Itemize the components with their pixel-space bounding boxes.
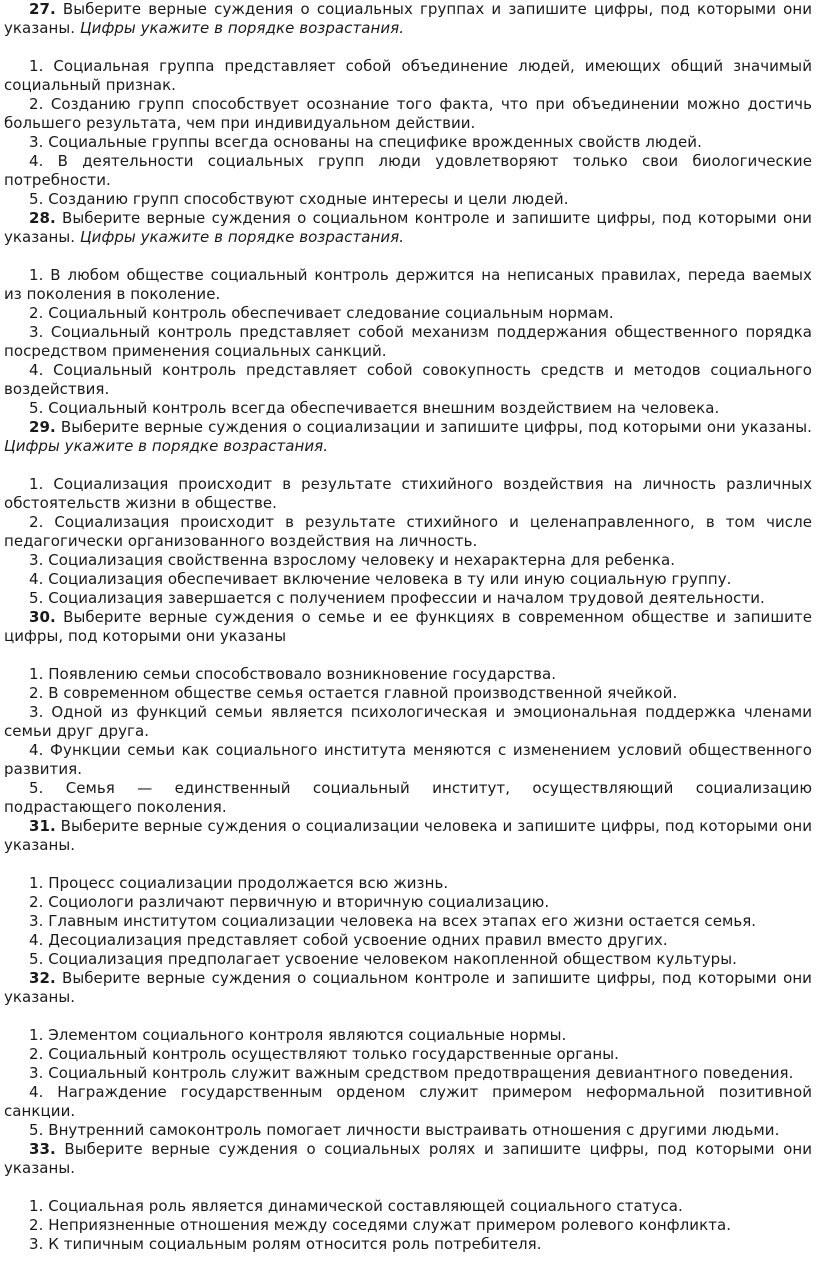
question-number: 32. [29,969,56,987]
question-note: Цифры укажите в порядке возрастания. [4,437,329,455]
question-prompt: Выберите верные суждения о социальных группах и запишите цифры, под которыми они указаны. [4,0,813,37]
answer-option: 1. Появлению семьи способствовало возникновение государства. [29,665,557,683]
answer-option: 4. Десоциализация представляет собой усвоение одних правил вместо других. [29,931,668,949]
answer-option: 1. Процесс социализации продолжается всю жизнь. [29,874,449,892]
question-header [4,817,812,855]
question-number: 33. [29,1140,56,1158]
answer-option: 3. Социализация свойственна взрослому человеку и нехарактерна для ребенка. [29,551,676,569]
answer-option: 5. Семья — единственный социальный институт, осуществляющий социализацию подрастающего поколения. [4,779,812,816]
answer-option: 5. Внутренний самоконтроль помогает личности выстраивать отношения с другими людьми. [29,1121,780,1139]
answer-option: 4. Социальный контроль представляет собой совокупность средств и методов социального воздействия. [4,361,812,398]
question-number: 30. [29,608,56,626]
answer-option: 2. Социализация происходит в результате стихийного и целенаправленного, в том числе педагогически организованного воздействия на личность. [4,513,812,550]
answer-option: 1. Социальная роль является динамической составляющей социального статуса. [29,1197,683,1215]
answer-option: 3. Социальный контроль служит важным средством предотвращения девиантного поведения. [29,1064,794,1082]
question-header [4,969,812,1007]
question-note: Цифры укажите в порядке возрастания. [79,19,405,37]
answer-option: 1. Социализация происходит в результате стихийного воздействия на личность различных обстоятельств жизни в обществе. [4,475,812,512]
answer-option: 2. Социологи различают первичную и вторичную социализацию. [29,893,550,911]
question-prompt: Выберите верные суждения о социальных ролях и запишите цифры, под которыми они указаны. [4,1140,812,1177]
question-number: 27. [29,0,56,18]
question-number: 28. [29,209,56,227]
question-prompt: Выберите верные суждения о социализации и запишите цифры, под которыми они указаны. [60,418,812,436]
question-prompt: Выберите верные суждения о социальном контроле и запишите цифры, под которыми они указаны. [4,209,812,246]
answer-option: 4. В деятельности социальных групп люди удовлетворяют только свои биологические потребности. [4,152,812,189]
question-32 [4,969,812,1140]
answer-option: 4. Награждение государственным орденом служит примером неформальной позитивной санкции. [4,1083,812,1120]
answer-option: 3. Социальный контроль представляет собой механизм поддержания общественного порядка посредством применения социальных санкций. [4,323,812,360]
question-31 [4,817,812,969]
answer-option: 5. Созданию групп способствуют сходные интересы и цели людей. [29,190,569,208]
question-header [4,608,812,646]
question-number: 29. [29,418,56,436]
question-prompt: Выберите верные суждения о социальном контроле и запишите цифры, под которыми они указаны. [4,969,812,1006]
question-header [4,418,812,456]
answer-option: 5. Социализация завершается с получением профессии и началом трудовой деятельности. [29,589,765,607]
question-header [4,209,812,247]
answer-option: 3. Одной из функций семьи является психологическая и эмоциональная поддержка членами семьи друг друга. [4,703,812,740]
question-prompt: Выберите верные суждения о социализации человека и запишите цифры, под которыми они указаны. [4,817,812,854]
question-29 [4,418,812,608]
question-28 [4,209,812,418]
answer-option: 2. Созданию групп способствует осознание того факта, что при объединении можно достичь большего результата, чем при индивидуальном действии. [4,95,812,132]
question-30 [4,608,812,817]
answer-option: 2. Социальный контроль осуществляют только государственные органы. [29,1045,619,1063]
question-note: Цифры укажите в порядке возрастания. [79,228,405,246]
question-27 [4,0,812,209]
answer-option: 5. Социальный контроль всегда обеспечивается внешним воздействием на человека. [29,399,720,417]
answer-option: 2. В современном обществе семья остается главной производственной ячейкой. [29,684,678,702]
answer-option: 5. Социализация предполагает усвоение человеком накопленной обществом культуры. [29,950,737,968]
answer-option: 1. В любом обществе социальный контроль держится на неписаных правилах, переда ваемых из поколения в поколение. [4,266,812,303]
question-header [4,1140,812,1178]
answer-option: 1. Социальная группа представляет собой объединение людей, имеющих общий значимый социальный признак. [4,57,812,94]
answer-option: 4. Функции семьи как социального института меняются с изменением условий общественного развития. [4,741,812,778]
question-33 [4,1140,812,1254]
answer-option: 2. Неприязненные отношения между соседями служат примером ролевого конфликта. [29,1216,732,1234]
answer-option: 2. Социальный контроль обеспечивает следование социальным нормам. [29,304,614,322]
question-prompt: Выберите верные суждения о семье и ее функциях в современном обществе и запишите цифры, под которыми они указаны [4,608,812,645]
answer-option: 3. К типичным социальным ролям относится роль потребителя. [29,1235,542,1253]
answer-option: 3. Социальные группы всегда основаны на специфике врожденных свойств людей. [29,133,702,151]
question-number: 31. [29,817,56,835]
answer-option: 1. Элементом социального контроля являются социальные нормы. [29,1026,567,1044]
question-header [4,0,812,38]
answer-option: 4. Социализация обеспечивает включение человека в ту или иную социальную группу. [29,570,732,588]
answer-option: 3. Главным институтом социализации человека на всех этапах его жизни остается семья. [29,912,757,930]
document-page [4,0,812,1254]
